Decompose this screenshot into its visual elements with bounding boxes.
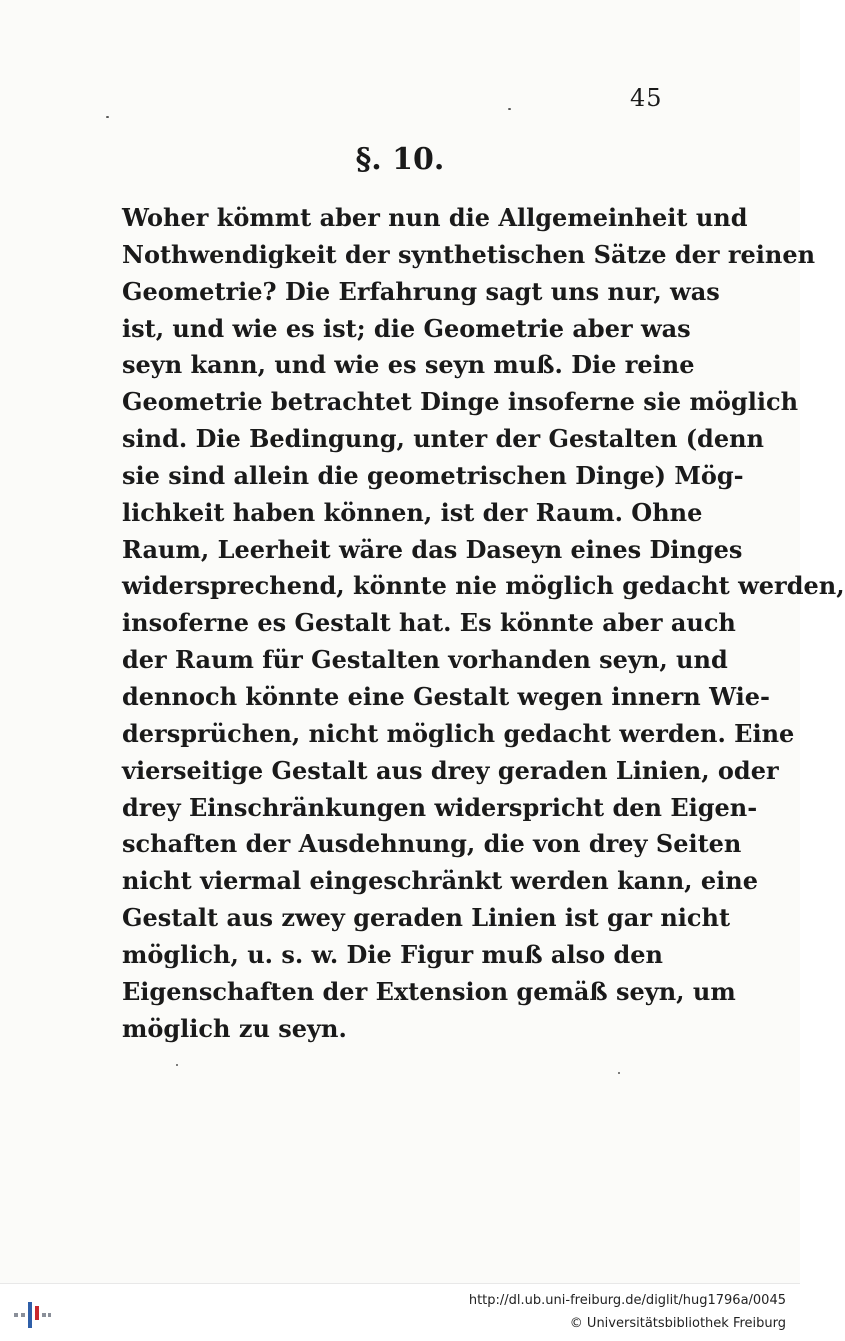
text-line: Raum, Leerheit wäre das Daseyn eines Dinges bbox=[122, 534, 743, 564]
section-heading: §. 10. bbox=[355, 142, 445, 177]
text-line: möglich, u. s. w. Die Figur muß also den bbox=[122, 939, 663, 969]
text-line: der Raum für Gestalten vorhanden seyn, und bbox=[122, 645, 728, 675]
text-line: Gestalt aus zwey geraden Linien ist gar nicht bbox=[122, 903, 731, 933]
text-line: möglich zu seyn. bbox=[122, 1013, 347, 1043]
text-line: Nothwendigkeit der synthetischen Sätze der reinen bbox=[122, 239, 816, 269]
text-line: vierseitige Gestalt aus drey geraden Linien, oder bbox=[122, 755, 779, 785]
viewer-footer bbox=[0, 1283, 800, 1341]
text-line: drey Einschränkungen widerspricht den Eigen- bbox=[122, 792, 758, 822]
text-line: Woher kömmt aber nun die Allgemeinheit und bbox=[122, 203, 748, 232]
ub-freiburg-logo-icon[interactable] bbox=[12, 1296, 52, 1334]
source-url-link[interactable]: http://dl.ub.uni-freiburg.de/diglit/hug1796a/0045 bbox=[468, 1293, 786, 1308]
text-line: Geometrie betrachtet Dinge insoferne sie möglich bbox=[122, 387, 799, 417]
text-line: sind. Die Bedingung, unter der Gestalten (denn bbox=[122, 424, 764, 454]
scan-speck bbox=[618, 1072, 620, 1074]
text-line: lichkeit haben können, ist der Raum. Ohne bbox=[122, 497, 703, 527]
scan-speck bbox=[508, 108, 511, 110]
text-line: dennoch könnte eine Gestalt wegen innern Wie- bbox=[122, 681, 770, 711]
text-line: schaften der Ausdehnung, die von drey Seiten bbox=[122, 829, 742, 859]
text-line: Geometrie? Die Erfahrung sagt uns nur, was bbox=[122, 276, 720, 306]
text-line: dersprüchen, nicht möglich gedacht werden. Eine bbox=[122, 718, 795, 748]
text-line: widersprechend, könnte nie möglich gedacht werden, bbox=[122, 571, 845, 601]
scan-speck bbox=[176, 1064, 178, 1066]
text-line: sie sind allein die geometrischen Dinge) Mög- bbox=[122, 460, 744, 490]
text-line: nicht viermal eingeschränkt werden kann, eine bbox=[122, 866, 758, 896]
text-line: seyn kann, und wie es seyn muß. Die reine bbox=[122, 350, 695, 380]
scan-speck bbox=[106, 116, 109, 118]
page-number: 45 bbox=[630, 84, 663, 112]
body-text bbox=[122, 200, 845, 1047]
copyright-text: © Universitätsbibliothek Freiburg bbox=[569, 1316, 786, 1331]
text-line: Eigenschaften der Extension gemäß seyn, um bbox=[122, 976, 736, 1006]
text-line: insoferne es Gestalt hat. Es könnte aber auch bbox=[122, 608, 736, 638]
text-line: ist, und wie es ist; die Geometrie aber was bbox=[122, 313, 691, 343]
